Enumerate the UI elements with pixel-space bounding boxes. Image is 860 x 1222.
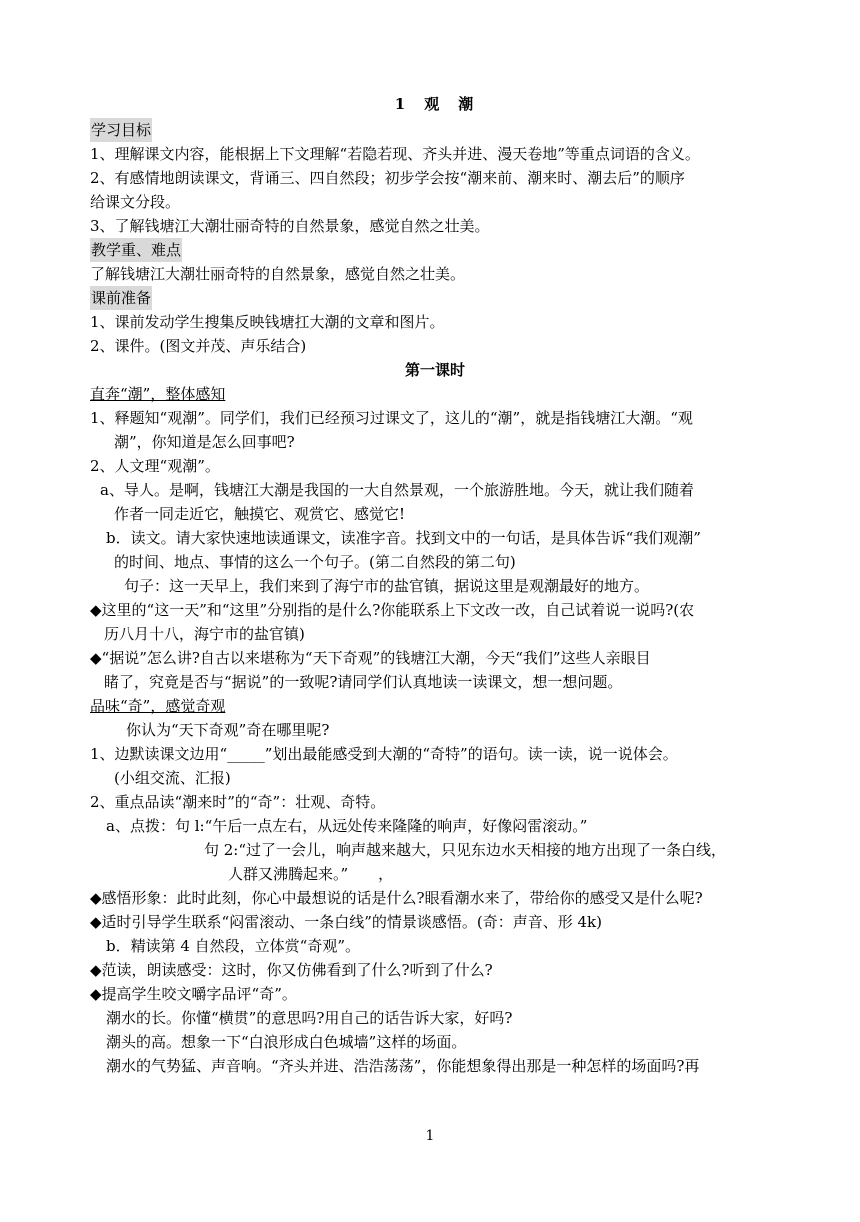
s2-line: 潮头的高。想象一下“白浪形成白色城墙”这样的场面。 — [106, 1033, 467, 1051]
s2-line: 人群又沸腾起来。” ， — [228, 865, 394, 883]
s2-line: ◆感悟形象：此时此刻，你心中最想说的话是什么?眼看潮水来了，带给你的感受又是什么呢? — [90, 889, 703, 907]
s1-line: ◆这里的“这一天”和“这里”分别指的是什么?你能联系上下文改一改，自己试着说一说吗?(农 — [90, 601, 695, 619]
goal-3: 3、了解钱塘江大潮壮丽奇特的自然景象，感觉自然之壮美。 — [90, 217, 490, 235]
s2-line: b．精读第 4 自然段，立体赏“奇观”。 — [106, 937, 361, 955]
doc-title: 1 观 潮 — [394, 95, 476, 113]
goal-2-cont: 给课文分段。 — [90, 193, 181, 211]
s2-line: 你认为“天下奇观”奇在哪里呢? — [126, 721, 330, 739]
section2-heading: 品味“奇”，感觉奇观 — [90, 697, 226, 715]
goal-1: 1、理解课文内容，能根据上下文理解“若隐若现、齐头并进、漫天卷地”等重点词语的含义。 — [90, 145, 700, 163]
s2-line: (小组交流、汇报) — [114, 769, 231, 787]
prep-1: 1、课前发动学生搜集反映钱塘扛大潮的文章和图片。 — [90, 313, 445, 331]
s1-line: b．读文。请大家快速地读通课文，读准字音。找到文中的一句话，是具体告诉“我们观潮” — [106, 529, 701, 547]
heading-goals: 学习目标 — [90, 118, 152, 142]
s1-line: 作者一同走近它，触摸它、观赏它、感觉它! — [114, 505, 406, 523]
s1-line: a、导人。是啊，钱塘江大潮是我国的一大自然景观，一个旅游胜地。今天，就让我们随着 — [100, 481, 694, 499]
s2-line: ◆提高学生咬文嚼字品评“奇”。 — [90, 985, 297, 1003]
s1-line: 历八月十八，海宁市的盐官镇) — [104, 625, 305, 643]
s1-line: 1、释题知“观潮”。同学们，我们已经预习过课文了，这儿的“潮”，就是指钱塘江大潮。“观 — [90, 409, 693, 427]
heading-key-points: 教学重、难点 — [90, 238, 182, 262]
document-body — [90, 92, 780, 1078]
s2-line: 2、重点品读“潮来时”的“奇”：壮观、奇特。 — [90, 793, 386, 811]
prep-2: 2、课件。(图文并茂、声乐结合) — [90, 337, 307, 355]
s2-line: ◆范读，朗读感受：这时，你又仿佛看到了什么?听到了什么? — [90, 961, 493, 979]
s2-line: 潮水的气势猛、声音响。“齐头并进、浩浩荡荡”，你能想象得出那是一种怎样的场面吗?再 — [106, 1057, 700, 1075]
section1-heading: 直奔“潮”，整体感知 — [90, 385, 226, 403]
heading-preparation: 课前准备 — [90, 286, 152, 310]
s1-line: 潮”，你知道是怎么回事吧? — [114, 433, 295, 451]
s2-line: ◆适时引导学生联系“闷雷滚动、一条白线”的情景谈感悟。(奇：声音、形 4k) — [90, 913, 602, 931]
s1-line: 句子：这一天早上，我们来到了海宁市的盐官镇，据说这里是观潮最好的地方。 — [124, 577, 650, 595]
s1-line: ◆“据说”怎么讲?自古以来堪称为“天下奇观”的钱塘江大潮，今天“我们”这些人亲眼目 — [90, 649, 651, 667]
s2-line: 潮水的长。你懂“横贯”的意思吗?用自己的话告诉大家，好吗? — [106, 1009, 513, 1027]
page-number: 1 — [425, 1128, 435, 1144]
heading-lesson-1: 第一课时 — [404, 361, 465, 379]
key-points-text: 了解钱塘江大潮壮丽奇特的自然景象，感觉自然之壮美。 — [90, 265, 466, 283]
s1-line: 2、人文理“观潮”。 — [90, 457, 220, 475]
goal-2: 2、有感情地朗读课文，背诵三、四自然段；初步学会按“潮来前、潮来时、潮去后”的顺序 — [90, 169, 685, 187]
s2-line: a、点拨：句 l:“午后一点左右，从远处传来隆隆的响声，好像闷雷滚动。” — [106, 817, 588, 835]
s2-line: 句 2:“过了一会儿，响声越来越大，只见东边水天相接的地方出现了一条白线， — [204, 841, 727, 859]
s1-line: 睹了，究竟是否与“据说”的一致呢?请同学们认真地读一读课文，想一想问题。 — [104, 673, 623, 691]
s1-line: 的时间、地点、事情的这么一个句子。(第二自然段的第二句) — [114, 553, 516, 571]
s2-line: 1、边默读课文边用“_____”划出最能感受到大潮的“奇特”的语句。读一读，说一说体会。 — [90, 745, 678, 763]
